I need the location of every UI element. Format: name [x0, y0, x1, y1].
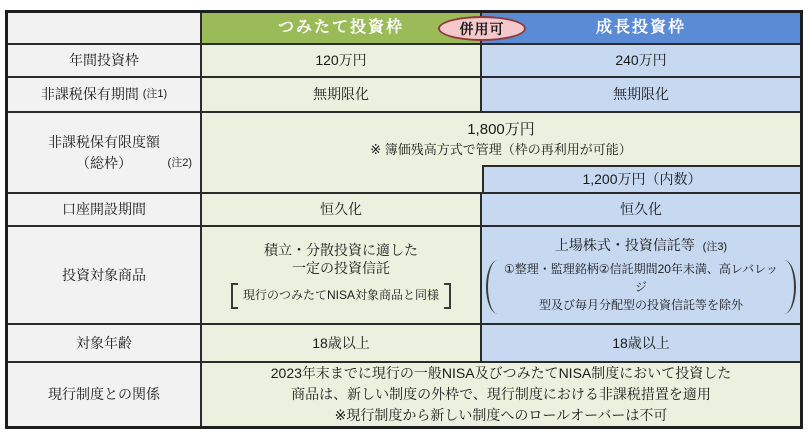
combined-use-badge: 併用可 — [438, 16, 526, 41]
products-seicho-title: 上場株式・投資信託等 — [554, 237, 695, 254]
age-seicho: 18歳以上 — [482, 325, 800, 363]
annual-seicho: 240万円 — [482, 45, 800, 78]
annual-label: 年間投資枠 — [8, 45, 202, 78]
annual-tsumitate: 120万円 — [202, 45, 482, 78]
limit-seicho-sub-cell: 1,200万円（内数） — [482, 165, 800, 194]
relation-label: 現行制度との関係 — [8, 363, 202, 426]
header-blank-cell — [8, 13, 202, 45]
products-tsumitate-note: 現行のつみたてNISA対象商品と同様 — [242, 288, 439, 303]
limit-label — [8, 113, 202, 194]
period-note: (注1) — [142, 88, 168, 101]
products-label: 投資対象商品 — [8, 227, 202, 325]
age-label: 対象年齢 — [8, 325, 202, 363]
limit-label-line1: 非課税保有限度額 — [48, 133, 160, 150]
products-seicho-cell — [482, 227, 800, 325]
limit-total-note: ※ 簿価残高方式で管理（枠の再利用が可能） — [370, 141, 632, 157]
period-label — [8, 78, 202, 113]
products-exclusion-line2: 型及び毎月分配型の投資信託等を除外 — [538, 297, 743, 312]
account-tsumitate: 恒久化 — [202, 194, 482, 227]
products-tsumitate-line1: 積立・分散投資に適した — [264, 241, 418, 258]
right-bracket-decoration — [444, 283, 451, 309]
products-exclusion-line1: ①整理・監理銘柄②信託期間20年未満、高レバレッジ — [504, 261, 778, 294]
limit-note: (注2) — [167, 157, 192, 169]
header-tsumitate: つみたて投資枠 — [202, 13, 482, 45]
relation-line1: 2023年末までに現行の一般NISA及びつみたてNISA制度において投資した — [270, 365, 732, 381]
limit-label-line2: （総枠） — [76, 155, 132, 171]
left-paren-decoration — [486, 260, 498, 314]
relation-merged-cell — [202, 363, 800, 426]
period-label-text: 非課税保有期間 — [40, 86, 139, 103]
limit-total-amount: 1,800万円 — [467, 121, 535, 138]
period-tsumitate: 無期限化 — [202, 78, 482, 113]
account-label: 口座開設期間 — [8, 194, 202, 227]
header-seicho: 成長投資枠 — [482, 13, 800, 45]
right-paren-decoration — [784, 260, 796, 314]
products-tsumitate-cell — [202, 227, 482, 325]
products-seicho-note: (注3) — [702, 241, 728, 254]
account-seicho: 恒久化 — [482, 194, 800, 227]
age-tsumitate: 18歳以上 — [202, 325, 482, 363]
products-tsumitate-line2: 一定の投資信託 — [292, 260, 390, 276]
nisa-comparison-table — [5, 10, 803, 429]
left-bracket-decoration — [231, 283, 238, 309]
relation-line2: 商品は、新しい制度の外枠で、現行制度における非課税措置を適用 — [291, 386, 711, 402]
period-seicho: 無期限化 — [482, 78, 800, 113]
relation-line3: ※現行制度から新しい制度へのロールオーバーは不可 — [334, 407, 668, 423]
